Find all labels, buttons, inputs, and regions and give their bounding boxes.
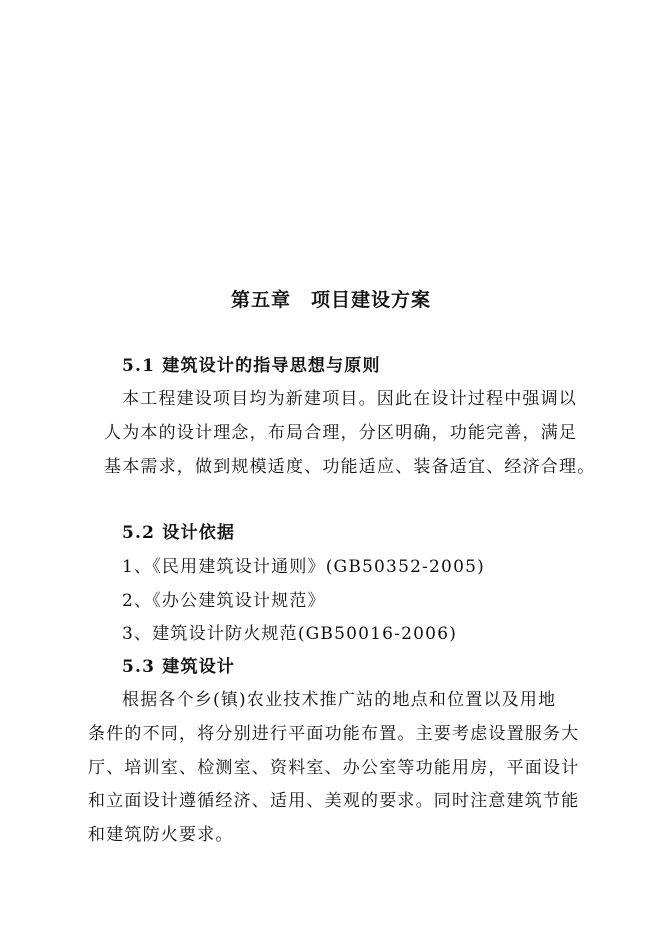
paragraph-line: 本工程建设项目均为新建项目。因此在设计过程中强调以 [122, 389, 577, 409]
paragraph-line: 条件的不同，将分别进行平面功能布置。主要考虑设置服务大 [88, 724, 580, 744]
paragraph-line: 和立面设计遵循经济、适用、美观的要求。同时注意建筑节能 [88, 791, 580, 811]
reference-item: 3、建筑设计防火规范(GB50016-2006) [122, 624, 458, 644]
paragraph-line: 根据各个乡(镇)农业技术推广站的地点和位置以及用地 [122, 690, 557, 710]
paragraph-line: 人为本的设计理念，布局合理，分区明确，功能完善，满足 [104, 423, 578, 443]
section-heading-5-1: 5.1 建筑设计的指导思想与原则 [122, 356, 381, 376]
reference-item: 2、《办公建筑设计规范》 [122, 591, 326, 611]
section-heading-5-2: 5.2 设计依据 [122, 523, 236, 543]
reference-item: 1、《民用建筑设计通则》(GB50352-2005) [122, 557, 485, 577]
section-heading-5-3: 5.3 建筑设计 [122, 657, 236, 677]
paragraph-line: 和建筑防火要求。 [88, 825, 234, 845]
paragraph-line: 基本需求，做到规模适度、功能适应、装备适宜、经济合理。 [104, 457, 596, 477]
paragraph-line: 厅、培训室、检测室、资料室、办公室等功能用房，平面设计 [88, 758, 580, 778]
chapter-title: 第五章 项目建设方案 [230, 289, 431, 311]
